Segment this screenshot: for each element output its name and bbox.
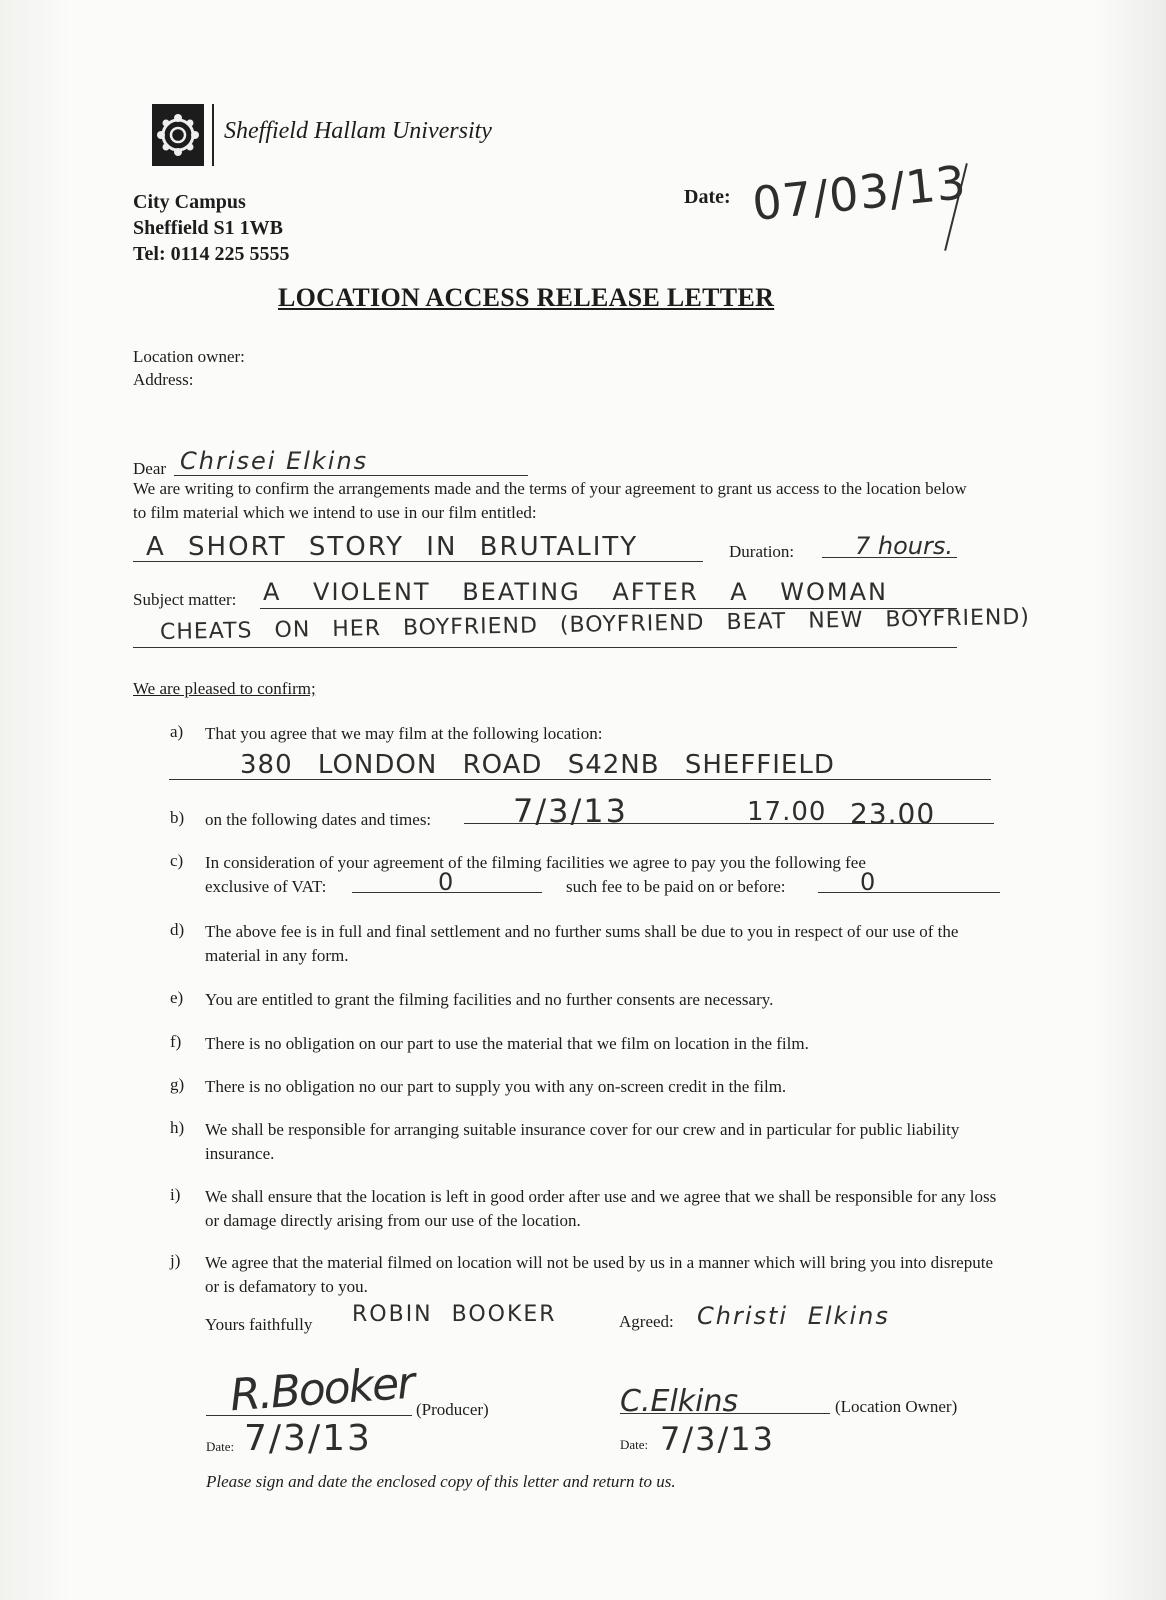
paid-by-underline [818, 892, 1000, 893]
item-i-label: i) [170, 1185, 181, 1204]
item-j-label: j) [170, 1251, 181, 1270]
dear-underline [174, 475, 528, 476]
confirm-heading: We are pleased to confirm; [133, 679, 316, 698]
item-g-label: g) [170, 1075, 185, 1094]
item-c-label: c) [170, 851, 184, 870]
item-d-text: The above fee is in full and final settlement and no further sums shall be due to you in respect of our use of the material in any form. [205, 922, 959, 965]
date-label: Date: [684, 186, 731, 208]
item-e-text: You are entitled to grant the filming facilities and no further consents are necessary. [205, 990, 774, 1009]
letter-date: 07/03/13 [749, 154, 969, 232]
owner-signature: C.Elkins [620, 1384, 739, 1419]
vat-label: exclusive of VAT: [205, 877, 327, 896]
campus-address [133, 189, 290, 267]
filming-location: 380 LONDON ROAD S42NB SHEFFIELD [240, 750, 835, 780]
paid-by-label: such fee to be paid on or before: [566, 877, 786, 896]
producer-date: 7/3/13 [244, 1418, 372, 1459]
producer-role-label: (Producer) [416, 1400, 489, 1419]
producer-signature-line [206, 1415, 412, 1416]
agreed-label: Agreed: [619, 1312, 674, 1331]
item-h-text: We shall be responsible for arranging suitable insurance cover for our crew and in particular for public liability insurance. [205, 1120, 960, 1163]
subject-underline-2 [133, 647, 957, 648]
location-owner-label: Location owner: [133, 347, 245, 366]
film-title: A SHORT STORY IN BRUTALITY [146, 532, 639, 562]
paid-by-value: 0 [860, 868, 878, 896]
owner-name: Christi Elkins [697, 1302, 890, 1330]
item-b-text: on the following dates and times: [205, 810, 432, 829]
item-a-text: That you agree that we may film at the following location: [205, 724, 603, 743]
return-instructions: Please sign and date the enclosed copy of this letter and return to us. [206, 1472, 676, 1491]
item-c-text: In consideration of your agreement of the filming facilities we agree to pay you the following fee [205, 853, 866, 872]
owner-date-label: Date: [620, 1437, 649, 1452]
item-i-text: We shall ensure that the location is left in good order after use and we agree that we shall be responsible for any loss or damage directly arising from our use of the location. [205, 1187, 997, 1230]
item-b-label: b) [170, 808, 185, 827]
recipient-name: Chrisei Elkins [180, 447, 369, 475]
item-f-text: There is no obligation on our part to use the material that we film on location in the film. [205, 1034, 809, 1053]
filming-date: 7/3/13 [513, 792, 628, 830]
subject-line-1: A VIOLENT BEATING AFTER A WOMAN [263, 578, 888, 606]
producer-date-label: Date: [206, 1439, 235, 1454]
producer-signature: R.Booker [228, 1357, 415, 1422]
intro-paragraph: We are writing to confirm the arrangements made and the terms of your agreement to grant us access to the location below to film material which we intend to use in our film entitled: [133, 479, 967, 522]
owner-role-label: (Location Owner) [835, 1397, 958, 1416]
owner-date: 7/3/13 [660, 1420, 775, 1458]
subject-line-2: CHEATS ON HER BOYFRIEND (BOYFRIEND BEAT NEW BOYFRIEND) [159, 604, 1031, 645]
address-line-1: City Campus [133, 191, 246, 213]
university-name: Sheffield Hallam University [224, 118, 492, 144]
subject-label: Subject matter: [133, 590, 237, 609]
item-h-label: h) [170, 1118, 185, 1137]
telephone: Tel: 0114 225 5555 [133, 243, 290, 265]
duration-value: 7 hours. [855, 532, 954, 560]
owner-signature-line [620, 1413, 830, 1414]
fee-value: 0 [438, 868, 456, 896]
yours-faithfully-label: Yours faithfully [205, 1315, 313, 1334]
dear-label: Dear [133, 459, 167, 478]
item-g-text: There is no obligation no our part to supply you with any on-screen credit in the film. [205, 1077, 787, 1096]
item-j-text: We agree that the material filmed on location will not be used by us in a manner which will bring you into disrepute or is defamatory to you. [205, 1253, 993, 1296]
item-e-label: e) [170, 988, 184, 1007]
producer-name: ROBIN BOOKER [352, 1302, 557, 1327]
start-time: 17.00 [747, 797, 827, 827]
item-d-label: d) [170, 920, 185, 939]
address-label: Address: [133, 370, 194, 389]
end-time: 23.00 [850, 797, 936, 830]
duration-label: Duration: [729, 542, 795, 561]
university-logo [152, 104, 204, 166]
item-a-label: a) [170, 722, 184, 741]
item-f-label: f) [170, 1032, 182, 1051]
page-title: LOCATION ACCESS RELEASE LETTER [278, 283, 775, 312]
address-line-2: Sheffield S1 1WB [133, 217, 284, 239]
logo-divider [212, 104, 214, 166]
